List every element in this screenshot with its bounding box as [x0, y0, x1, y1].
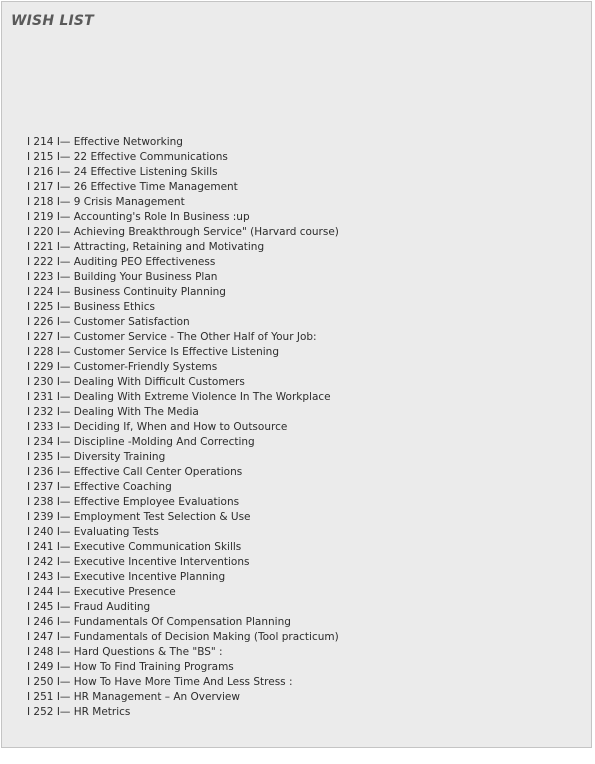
list-item: I 216 I— 24 Effective Listening Skills [27, 166, 218, 178]
list-item: I 242 I— Executive Incentive Interventions [27, 556, 250, 568]
list-item: I 222 I— Auditing PEO Effectiveness [27, 256, 216, 268]
list-item: I 247 I— Fundamentals of Decision Making (Tool practicum) [27, 631, 339, 643]
list-item: I 243 I— Executive Incentive Planning [27, 571, 226, 583]
list-item: I 221 I— Attracting, Retaining and Motivating [27, 241, 265, 253]
list-item: I 244 I— Executive Presence [27, 586, 176, 598]
list-item: I 236 I— Effective Call Center Operations [27, 466, 243, 478]
list-item: I 227 I— Customer Service - The Other Half of Your Job: [27, 331, 317, 343]
list-item: I 234 I— Discipline -Molding And Correcting [27, 436, 255, 448]
list-item: I 239 I— Employment Test Selection & Use [27, 511, 251, 523]
list-item: I 240 I— Evaluating Tests [27, 526, 159, 538]
list-item: I 248 I— Hard Questions & The "BS" : [27, 646, 223, 658]
wish-list-panel [1, 1, 592, 748]
list-item: I 235 I— Diversity Training [27, 451, 166, 463]
list-item: I 233 I— Deciding If, When and How to Outsource [27, 421, 288, 433]
list-item: I 219 I— Accounting's Role In Business :up [27, 211, 250, 223]
list-item: I 224 I— Business Continuity Planning [27, 286, 226, 298]
list-item: I 232 I— Dealing With The Media [27, 406, 199, 418]
list-item: I 215 I— 22 Effective Communications [27, 151, 228, 163]
list-item: I 218 I— 9 Crisis Management [27, 196, 185, 208]
list-item: I 238 I— Effective Employee Evaluations [27, 496, 240, 508]
list-item: I 226 I— Customer Satisfaction [27, 316, 190, 328]
list-item: I 230 I— Dealing With Difficult Customers [27, 376, 245, 388]
list-item: I 246 I— Fundamentals Of Compensation Planning [27, 616, 291, 628]
list-item: I 237 I— Effective Coaching [27, 481, 172, 493]
list-item: I 225 I— Business Ethics [27, 301, 155, 313]
list-item: I 252 I— HR Metrics [27, 706, 131, 718]
list-item: I 245 I— Fraud Auditing [27, 601, 151, 613]
list-item: I 214 I— Effective Networking [27, 136, 183, 148]
list-item: I 241 I— Executive Communication Skills [27, 541, 242, 553]
list-item: I 250 I— How To Have More Time And Less Stress : [27, 676, 293, 688]
list-item: I 228 I— Customer Service Is Effective Listening [27, 346, 279, 358]
wish-list [27, 135, 339, 720]
list-item: I 231 I— Dealing With Extreme Violence In The Workplace [27, 391, 331, 403]
list-item: I 249 I— How To Find Training Programs [27, 661, 234, 673]
page-title: WISH LIST [11, 13, 94, 29]
list-item: I 217 I— 26 Effective Time Management [27, 181, 238, 193]
list-item: I 251 I— HR Management – An Overview [27, 691, 240, 703]
list-item: I 223 I— Building Your Business Plan [27, 271, 218, 283]
list-item: I 220 I— Achieving Breakthrough Service" (Harvard course) [27, 226, 339, 238]
list-item: I 229 I— Customer-Friendly Systems [27, 361, 218, 373]
